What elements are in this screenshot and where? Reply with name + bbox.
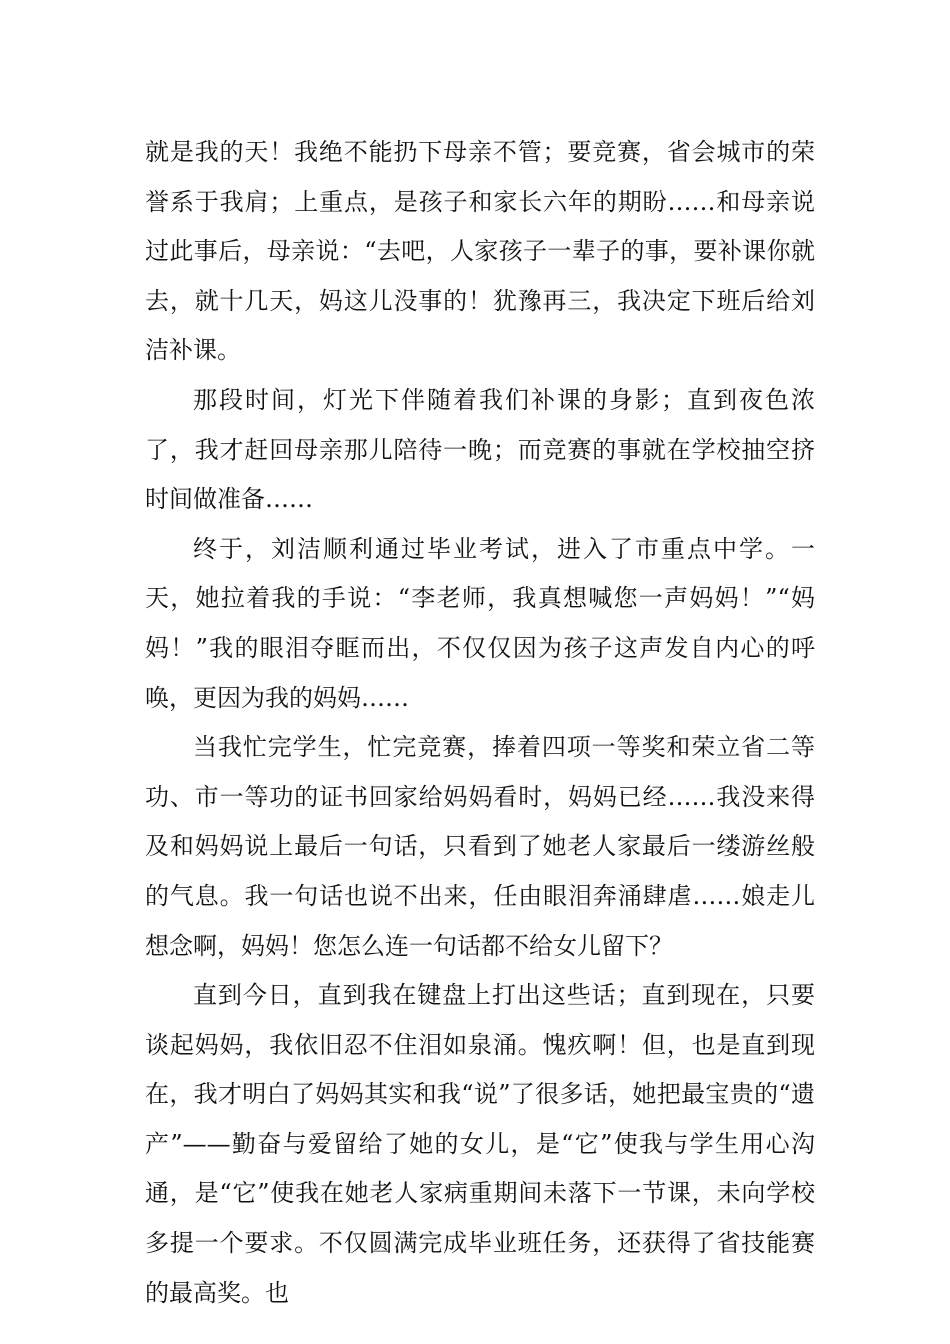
paragraph-1: 就是我的天！我绝不能扔下母亲不管；要竞赛，省会城市的荣誉系于我肩；上重点，是孩子和家长六年的期盼……和母亲说过此事后，母亲说：“去吧，人家孩子一辈子的事，要补课你就去，就十几天，妈这儿没事的！犹豫再三，我决定下班后给刘洁补课。 xyxy=(145,138,815,365)
paragraph-3: 终于，刘洁顺利通过毕业考试，进入了市重点中学。一天，她拉着我的手说：“李老师，我真想喊您一声妈妈！”“妈妈！”我的眼泪夺眶而出，不仅仅因为孩子这声发自内心的呼唤，更因为我的妈妈…… xyxy=(145,534,815,712)
document-body xyxy=(145,128,815,1318)
paragraph-2: 那段时间，灯光下伴随着我们补课的身影；直到夜色浓了，我才赶回母亲那儿陪待一晚；而竞赛的事就在学校抽空挤时间做准备…… xyxy=(145,385,815,514)
paragraph-4: 当我忙完学生，忙完竞赛，捧着四项一等奖和荣立省二等功、市一等功的证书回家给妈妈看时，妈妈已经……我没来得及和妈妈说上最后一句话，只看到了她老人家最后一缕游丝般的气息。我一句话也说不出来，任由眼泪奔涌肆虐……娘走儿想念啊，妈妈！您怎么连一句话都不给女儿留下？ xyxy=(145,733,815,960)
paragraph-5: 直到今日，直到我在键盘上打出这些话；直到现在，只要谈起妈妈，我依旧忍不住泪如泉涌。愧疚啊！但，也是直到现在，我才明白了妈妈其实和我“说”了很多话，她把最宝贵的“遗产”——勤奋与爱留给了她的女儿，是“它”使我与学生用心沟通，是“它”使我在她老人家病重期间未落下一节课，未向学校多提一个要求。不仅圆满完成毕业班任务，还获得了省技能赛的最高奖。也 xyxy=(145,981,815,1307)
